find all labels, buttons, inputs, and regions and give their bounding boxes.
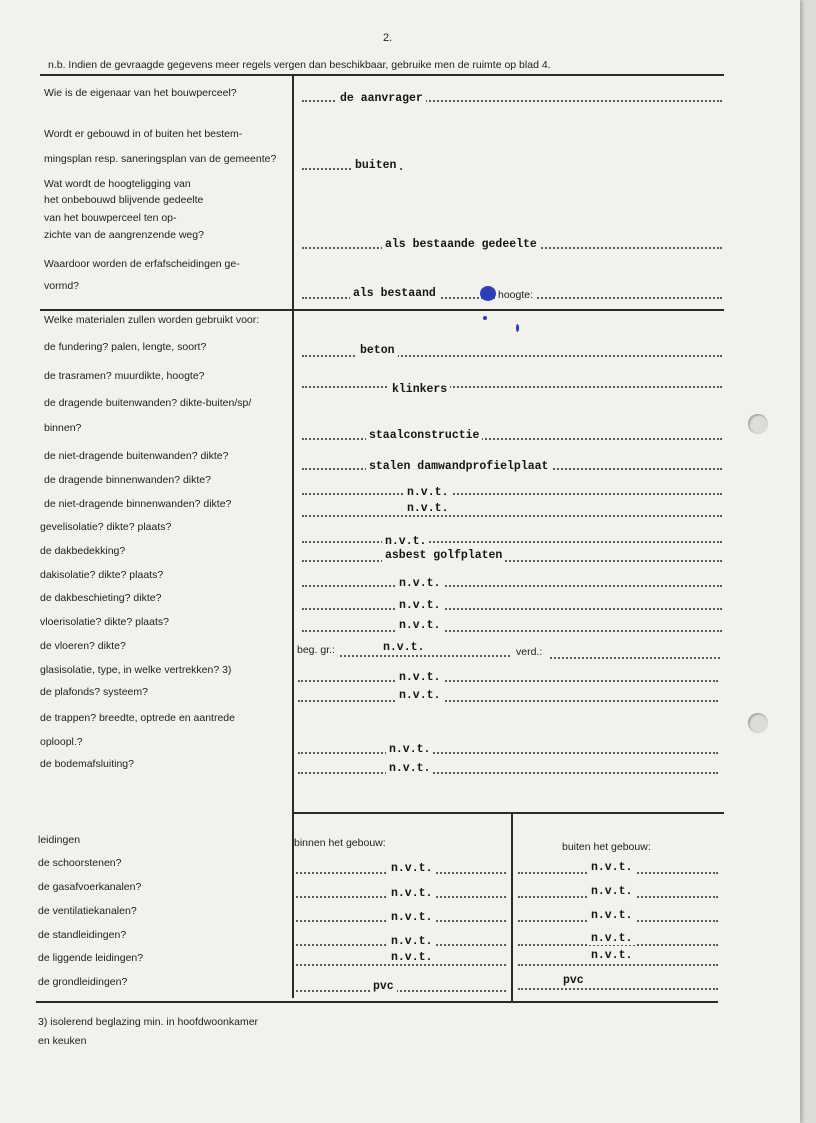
footnote-line2: en keuken (38, 1035, 87, 1047)
dotted-line (302, 438, 722, 440)
question-erf-line1: Waardoor worden de erfafscheidingen ge- (44, 258, 240, 270)
materials-heading: Welke materialen zullen worden gebruikt voor: (44, 314, 260, 326)
ink-speck (483, 316, 487, 320)
dotted-line (302, 560, 722, 562)
dotted-line (302, 493, 722, 495)
leidingen-row-label: de gasafvoerkanalen? (38, 881, 142, 893)
answer-niet-dragende-buitenwanden: stalen damwandprofielplaat (366, 461, 551, 473)
leidingen-binnen-value: n.v.t. (388, 888, 435, 900)
question-dragende-buitenwanden-line2: binnen? (44, 422, 82, 434)
answer-bodemafsluiting: n.v.t. (386, 763, 433, 775)
section-divider-leidingen (292, 812, 724, 814)
question-dakbeschieting: de dakbeschieting? dikte? (40, 592, 162, 604)
question-dakbedekking: de dakbedekking? (40, 545, 126, 557)
question-trappen-line2: oploopl.? (40, 736, 83, 748)
dotted-line (296, 964, 506, 966)
question-dakisolatie: dakisolatie? dikte? plaats? (40, 569, 164, 581)
answer-dragende-binnenwanden: n.v.t. (404, 487, 451, 499)
question-fundering: de fundering? palen, lengte, soort? (44, 341, 207, 353)
leidingen-buiten-value: n.v.t. (588, 862, 635, 874)
vloeren-verd-label: verd.: (516, 646, 543, 658)
question-niet-dragende-buitenwanden: de niet-dragende buitenwanden? dikte? (44, 450, 229, 462)
leidingen-binnen-value: n.v.t. (388, 952, 435, 964)
leidingen-buiten-value: n.v.t. (588, 950, 635, 962)
leidingen-binnen-value: n.v.t. (388, 912, 435, 924)
leidingen-row-label: de liggende leidingen? (38, 952, 144, 964)
answer-fundering: beton (357, 345, 398, 357)
frame-divider (292, 74, 294, 998)
answer-dakisolatie: n.v.t. (396, 578, 443, 590)
leidingen-buiten-value: n.v.t. (588, 933, 635, 945)
leidingen-binnen-value: n.v.t. (388, 936, 435, 948)
footnote-line1: 3) isolerend beglazing min. in hoofdwoonkamer (38, 1016, 259, 1028)
ink-blot (480, 286, 496, 301)
leidingen-row-label: de grondleidingen? (38, 976, 128, 988)
leidingen-col-binnen: binnen het gebouw: (294, 837, 386, 849)
dotted-line (302, 386, 722, 388)
leidingen-column-divider (511, 812, 513, 1002)
leidingen-row-label: de schoorstenen? (38, 857, 122, 869)
answer-hoogte: als bestaande gedeelte (382, 239, 540, 251)
dotted-line (302, 630, 722, 632)
dotted-line (296, 990, 506, 992)
question-plafonds: de plafonds? systeem? (40, 686, 148, 698)
leidingen-binnen-value: pvc (370, 981, 397, 993)
dotted-line (340, 655, 510, 657)
frame-top-line (40, 74, 724, 76)
leidingen-binnen-value: n.v.t. (388, 863, 435, 875)
dotted-line (518, 988, 718, 990)
frame-bottom-line (36, 1001, 718, 1003)
question-eigenaar: Wie is de eigenaar van het bouwperceel? (44, 87, 237, 99)
question-trasramen: de trasramen? muurdikte, hoogte? (44, 370, 205, 382)
answer-dragende-buitenwanden: staalconstructie (366, 430, 482, 442)
answer-plafonds: n.v.t. (396, 690, 443, 702)
question-vloerisolatie: vloerisolatie? dikte? plaats? (40, 616, 169, 628)
dotted-line (550, 657, 720, 659)
answer-gevelisolatie: n.v.t. (382, 536, 429, 548)
leidingen-row-label: de ventilatiekanalen? (38, 905, 137, 917)
question-dragende-buitenwanden-line1: de dragende buitenwanden? dikte-buiten/sp/ (44, 397, 252, 409)
section-divider-materials (40, 309, 724, 311)
answer-niet-dragende-binnenwanden: n.v.t. (404, 503, 451, 515)
leidingen-buiten-value: n.v.t. (588, 910, 635, 922)
answer-eigenaar: de aanvrager (337, 93, 426, 105)
question-hoogte-line1: Wat wordt de hoogteligging van (44, 178, 191, 190)
question-hoogte-line4: zichte van de aangrenzende weg? (44, 229, 204, 241)
vloeren-beg-label: beg. gr.: (297, 644, 335, 656)
question-gevelisolatie: gevelisolatie? dikte? plaats? (40, 521, 172, 533)
answer-vloeren: n.v.t. (380, 642, 427, 654)
leidingen-row-label: de standleidingen? (38, 929, 127, 941)
dotted-line (302, 515, 722, 517)
answer-dakbeschieting: n.v.t. (396, 600, 443, 612)
punch-hole-bottom (748, 713, 768, 733)
question-erf-line2: vormd? (44, 280, 80, 292)
question-dragende-binnenwanden: de dragende binnenwanden? dikte? (44, 474, 211, 486)
question-trappen-line1: de trappen? breedte, optrede en aantrede (40, 712, 235, 724)
question-bestemming-line2: mingsplan resp. saneringsplan van de gemeente? (44, 153, 277, 165)
dotted-line (518, 964, 718, 966)
question-vloeren: de vloeren? dikte? (40, 640, 126, 652)
question-bestemming-line1: Wordt er gebouwd in of buiten het bestem- (44, 128, 243, 140)
leidingen-col-buiten: buiten het gebouw: (562, 841, 651, 853)
question-niet-dragende-binnenwanden: de niet-dragende binnenwanden? dikte? (44, 498, 232, 510)
answer-bestemming: buiten (352, 160, 399, 172)
dotted-line (302, 541, 722, 543)
dotted-line (298, 772, 718, 774)
leidingen-buiten-value: pvc (560, 975, 587, 987)
answer-trappen: n.v.t. (386, 744, 433, 756)
dotted-line (298, 680, 718, 682)
dotted-line (302, 608, 722, 610)
leidingen-heading: leidingen (38, 834, 81, 846)
answer-dakbedekking: asbest golfplaten (382, 550, 505, 562)
question-hoogte-line3: van het bouwperceel ten op- (44, 212, 177, 224)
question-bodemafsluiting: de bodemafsluiting? (40, 758, 134, 770)
punch-hole-top (748, 414, 768, 434)
question-hoogte-line2: het onbebouwd blijvende gedeelte (44, 194, 204, 206)
answer-vloerisolatie: n.v.t. (396, 620, 443, 632)
leidingen-buiten-value: n.v.t. (588, 886, 635, 898)
dotted-line (302, 585, 722, 587)
question-glasisolatie: glasisolatie, type, in welke vertrekken? 3) (40, 664, 232, 676)
page-number: 2. (383, 32, 393, 44)
dotted-line (298, 700, 718, 702)
note-text: n.b. Indien de gevraagde gegevens meer regels vergen dan beschikbaar, gebruike men de ruimte op blad 4. (48, 59, 551, 71)
answer-trasramen: klinkers (389, 384, 450, 396)
answer-erf: als bestaand (350, 288, 439, 300)
answer-erf-hoogte-label: hoogte: (498, 289, 534, 301)
dotted-line (298, 752, 718, 754)
ink-speck (516, 324, 519, 332)
answer-glasisolatie: n.v.t. (396, 672, 443, 684)
